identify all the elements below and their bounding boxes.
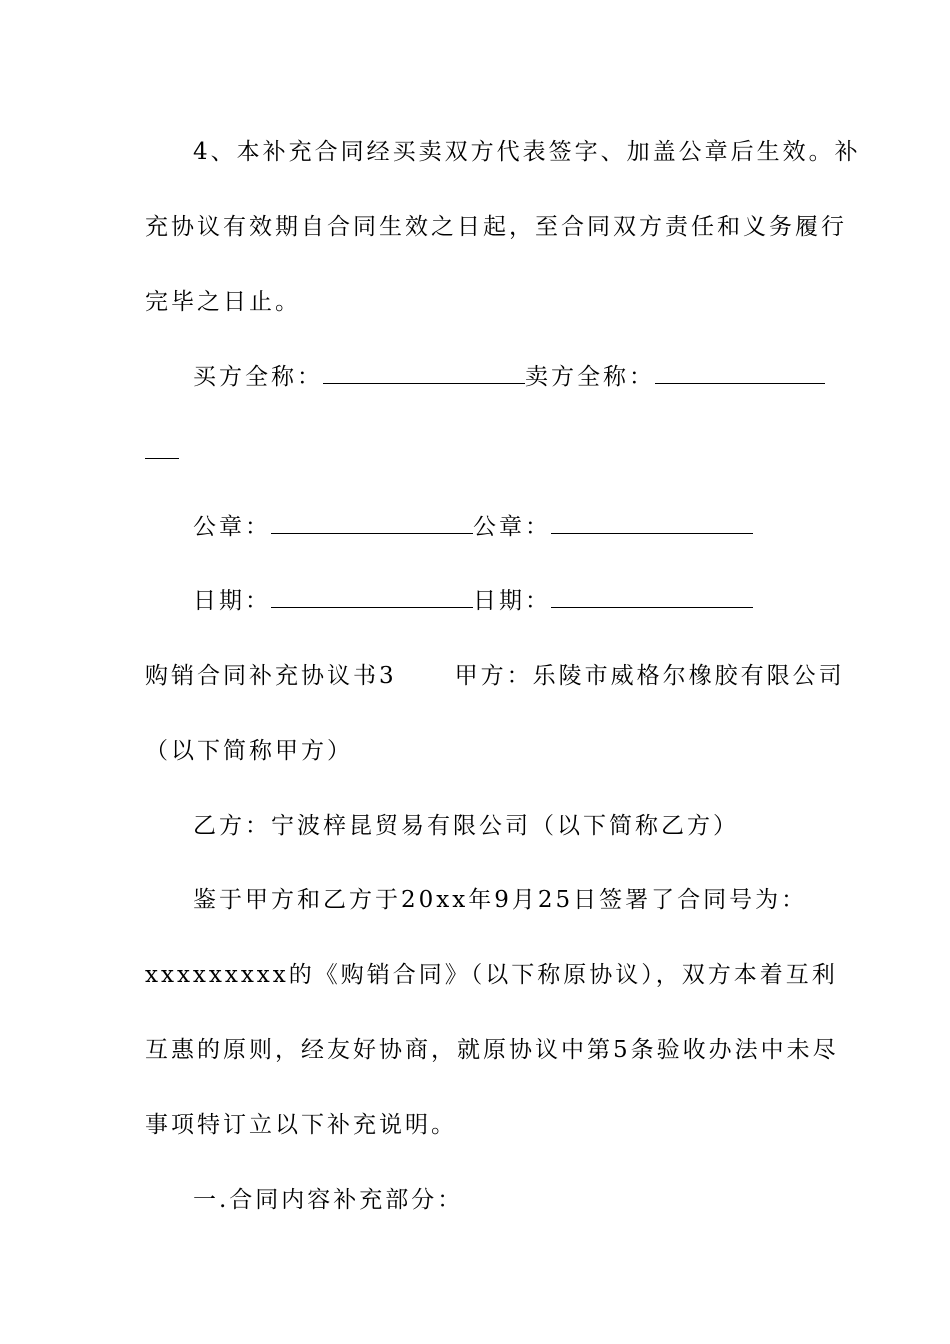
buyer-date-label: 日期： (193, 588, 271, 614)
recital-line2: xxxxxxxxx的《购销合同》（以下称原协议），双方本着互利 (145, 962, 838, 988)
seller-seal-label: 公章： (473, 514, 551, 540)
buyer-date-blank (271, 587, 473, 608)
recital-line3: 互惠的原则，经友好协商，就原协议中第5条验收办法中未尽 (145, 1037, 839, 1063)
doc3-heading-row (145, 661, 845, 691)
buyer-seal-blank (271, 513, 473, 534)
date-row (193, 586, 753, 616)
seller-date-blank (551, 587, 753, 608)
seller-seal-blank (551, 513, 753, 534)
buyer-name-blank (323, 363, 525, 384)
buyer-seller-row (193, 362, 825, 392)
clause4-line3: 完毕之日止。 (145, 289, 301, 315)
party-a: 甲方：乐陵市威格尔橡胶有限公司 (454, 663, 845, 689)
clause4-line1: 4、本补充合同经买卖双方代表签字、加盖公章后生效。补 (193, 139, 861, 165)
seller-blank-continued-row (145, 437, 179, 467)
seal-row (193, 512, 753, 542)
party-a-note: （以下简称甲方） (145, 738, 353, 764)
buyer-seal-label: 公章： (193, 514, 271, 540)
party-b: 乙方：宁波梓昆贸易有限公司（以下简称乙方） (193, 813, 739, 839)
recital-line4: 事项特订立以下补充说明。 (145, 1112, 457, 1138)
seller-date-label: 日期： (473, 588, 551, 614)
buyer-name-label: 买方全称： (193, 364, 323, 390)
doc3-title: 购销合同补充协议书3 (145, 663, 397, 689)
seller-name-label: 卖方全称： (525, 364, 655, 390)
seller-name-blank (655, 363, 825, 384)
clause4-line2: 充协议有效期自合同生效之日起，至合同双方责任和义务履行 (145, 214, 847, 240)
section1-heading: 一.合同内容补充部分： (193, 1187, 464, 1213)
seller-name-blank-continued (145, 438, 179, 459)
recital-line1: 鉴于甲方和乙方于20xx年9月25日签署了合同号为： (193, 887, 808, 913)
